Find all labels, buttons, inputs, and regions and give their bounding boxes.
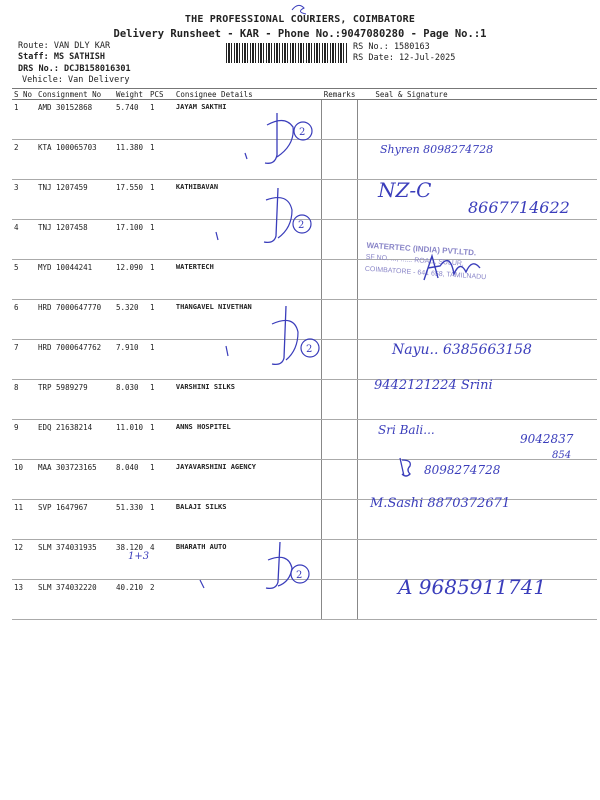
cell-consignment: SVP 1647967 [36,500,114,540]
cell-weight: 5.320 [114,300,148,340]
cell-weight: 8.030 [114,380,148,420]
handwriting-row2: Shyren 8098274728 [380,143,494,156]
cell-consignee: WATERTECH [174,260,322,300]
cell-remarks [322,420,358,460]
cell-consignment: SLM 374032220 [36,580,114,620]
cell-weight: 40.210 [114,580,148,620]
handwriting-row9-name: Sri Bali... [378,423,435,437]
cell-pcs: 1 [148,380,174,420]
top-scribble [290,2,310,16]
signature-mark-row3 [260,186,330,248]
handwriting-row3-initials: NZ-C [378,178,432,202]
cell-weight: 11.380 [114,140,148,180]
cell-consignment: HRD 7000647770 [36,300,114,340]
col-remarks: Remarks [323,89,356,99]
cell-sno: 3 [12,180,36,220]
cell-weight: 51.330 [114,500,148,540]
cell-seal [357,100,597,140]
cell-seal [357,300,597,340]
cell-sno: 11 [12,500,36,540]
cell-seal [357,540,597,580]
cell-consignment: HRD 7000647762 [36,340,114,380]
cell-pcs: 1 [148,260,174,300]
cell-weight: 17.550 [114,180,148,220]
cell-consignee: BHARATH AUTO [174,540,322,580]
signature-mark-row13 [262,540,332,600]
barcode [226,43,348,63]
cell-pcs: 1 [148,300,174,340]
cell-consignment: SLM 374031935 [36,540,114,580]
table-row [12,460,597,500]
col-sno: S No [12,89,36,100]
cell-consignment: AMD 30152868 [36,100,114,140]
handwriting-row3-phone: 8667714622 [468,198,570,217]
company-name: THE PROFESSIONAL COURIERS, COIMBATORE [184,14,416,25]
handwriting-row10-initial [396,456,416,480]
stamp-signature [420,250,490,290]
table-row [12,380,597,420]
cell-weight: 12.090 [114,260,148,300]
handwriting-row9-phone-end: 854 [552,450,572,461]
col-weight: Weight [114,89,148,100]
cell-pcs: 2 [148,580,174,620]
cell-consignee: VARSHINI SILKS [174,380,322,420]
col-pcs: PCS [148,89,174,100]
cell-consignee: JAYAM SAKTHI [174,100,322,140]
cell-sno: 12 [12,540,36,580]
cell-sno: 5 [12,260,36,300]
handwriting-row13: A 9685911741 [398,575,547,599]
cell-consignment: TRP 5989279 [36,380,114,420]
drs-number: DRS No.: DCJB158016301 [18,64,131,74]
svg-text:2: 2 [298,220,305,231]
handwriting-row9-phone: 9042837 [520,432,574,446]
cell-pcs: 1 [148,100,174,140]
runsheet-title: Delivery Runsheet - KAR - Phone No.:9047080280 - Page No.:1 [113,28,487,40]
cell-weight: 38.120 [114,540,148,580]
cell-sno: 10 [12,460,36,500]
cell-pcs: 1 [148,340,174,380]
cell-weight: 7.910 [114,340,148,380]
rs-number: RS No.: 1580163 [353,42,430,52]
staff-label: Staff: MS SATHISH [18,52,105,62]
cell-weight: 5.740 [114,100,148,140]
cell-remarks [322,500,358,540]
cell-pcs: 1 [148,180,174,220]
signature-mark-row6 [268,302,338,372]
cell-sno: 13 [12,580,36,620]
cell-sno: 9 [12,420,36,460]
handwriting-row8-upper: Nayu.. 6385663158 [392,342,532,358]
cell-sno: 1 [12,100,36,140]
handwriting-row11: M.Sashi 8870372671 [370,496,511,511]
cell-consignee: THANGAVEL NIVETHAN [174,300,322,340]
cell-pcs: 1 [148,140,174,180]
cell-sno: 7 [12,340,36,380]
cell-remarks [322,460,358,500]
col-consignee: Consignee Details [174,89,322,100]
cell-pcs: 4 [148,540,174,580]
cell-remarks [322,100,358,140]
rs-date: RS Date: 12-Jul-2025 [353,53,456,63]
stamp-line3: COIMBATORE - 641 658, TAMILNADU [364,265,487,282]
cell-consignment: KTA 100065703 [36,140,114,180]
cell-consignee: KATHIBAVAN [174,180,322,220]
cell-consignment: TNJ 1207459 [36,180,114,220]
cell-consignment: EDQ 21638214 [36,420,114,460]
cell-weight: 17.100 [114,220,148,260]
cell-pcs: 1 [148,420,174,460]
table-header [12,89,597,100]
vehicle-label: Vehicle: Van Delivery [22,75,130,85]
cell-sno: 4 [12,220,36,260]
stamp-line2: SF NO. ..., ...... ROAD, SULUR, [365,253,465,268]
col-seal: Seal & Signature [357,89,597,100]
handwriting-row8-lower: 9442121224 Srini [374,378,493,393]
cell-consignment: MYD 10044241 [36,260,114,300]
table-row [12,420,597,460]
cell-remarks [322,260,358,300]
cell-pcs: 1 [148,460,174,500]
svg-text:2: 2 [306,344,313,355]
handwriting-row10-phone: 8098274728 [424,463,501,477]
cell-consignee: ANNS HOSPITEL [174,420,322,460]
stamp-line1: WATERTEC (INDIA) PVT.LTD. [366,240,477,258]
signature-mark-row1 [255,105,325,170]
svg-text:2: 2 [299,127,306,138]
col-consignment: Consignment No [36,89,114,100]
cell-consignee: JAYAVARSHINI AGENCY [174,460,322,500]
cell-pcs: 1 [148,220,174,260]
cell-sno: 2 [12,140,36,180]
cell-consignment: TNJ 1207458 [36,220,114,260]
cell-remarks [322,140,358,180]
cell-consignee: BALAJI SILKS [174,500,322,540]
cell-consignment: MAA 303723165 [36,460,114,500]
cell-sno: 6 [12,300,36,340]
cell-pcs: 1 [148,500,174,540]
svg-text:2: 2 [296,570,303,581]
cell-weight: 11.010 [114,420,148,460]
cell-sno: 8 [12,380,36,420]
handwriting-row12-pcs-note: 1+3 [128,551,150,562]
cell-remarks [322,380,358,420]
cell-weight: 8.040 [114,460,148,500]
route-label: Route: VAN DLY KAR [18,41,111,51]
